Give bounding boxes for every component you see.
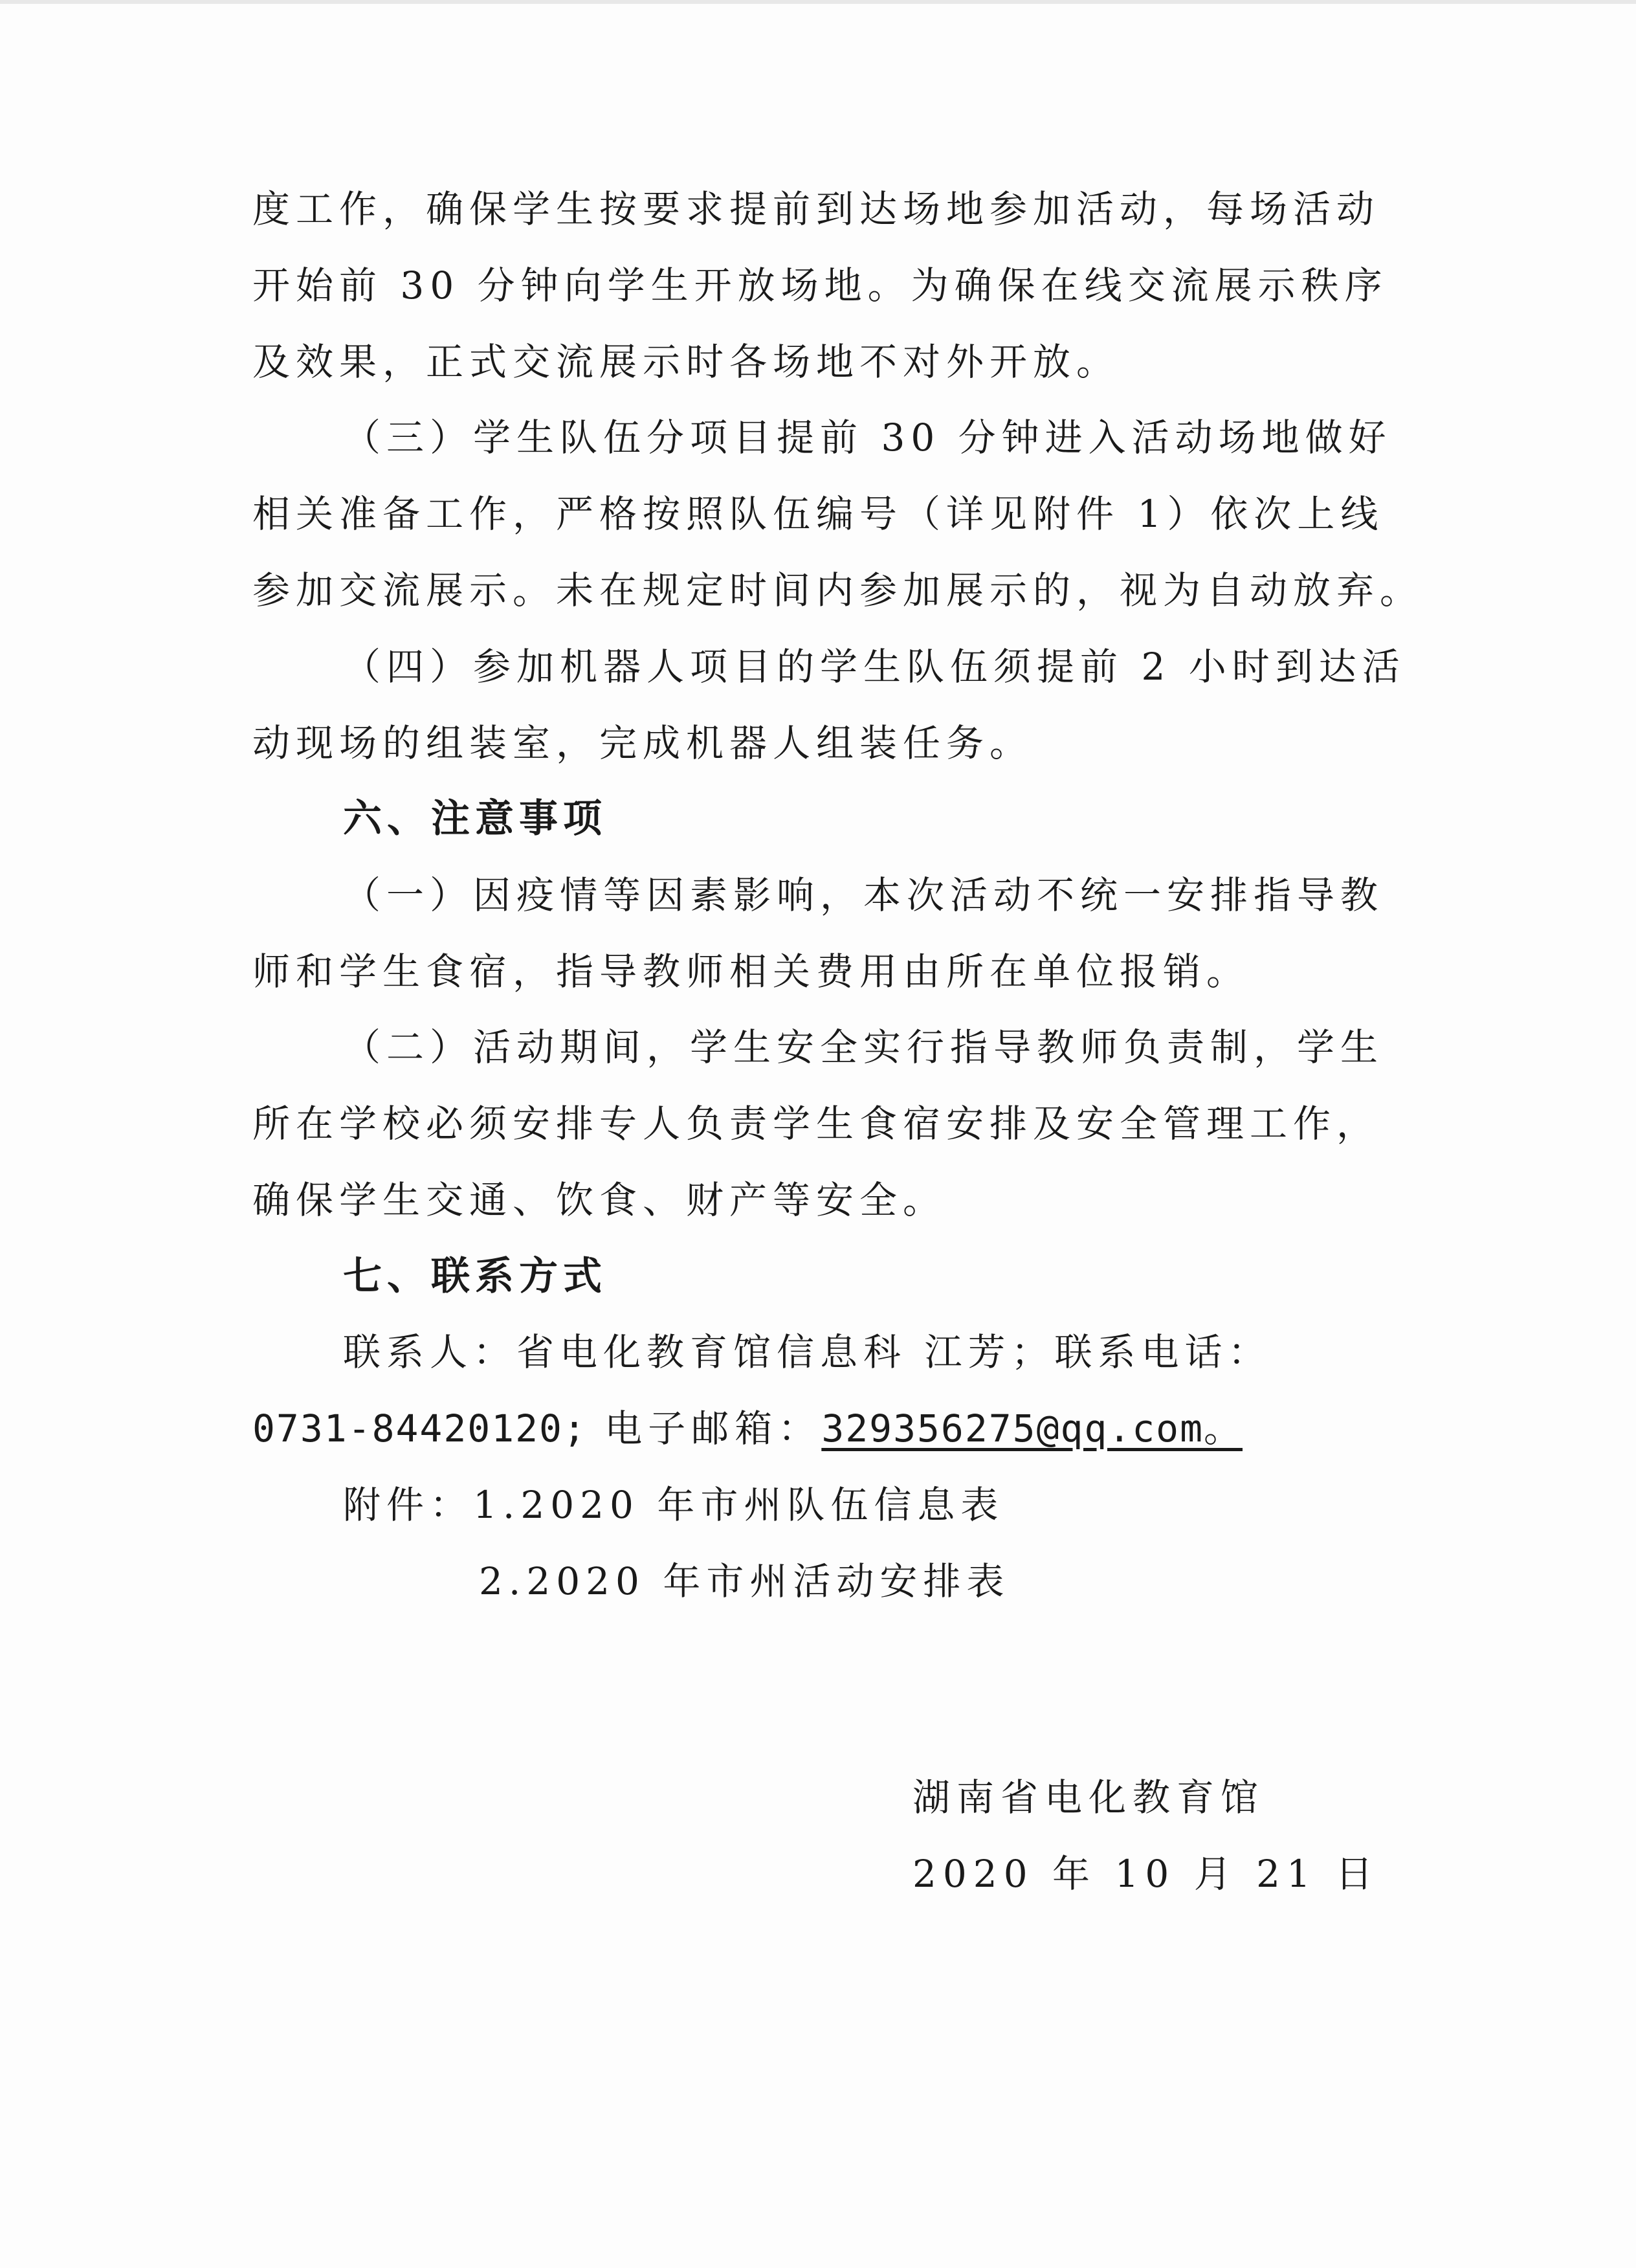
section-6-heading: 六、注意事项 [343,796,607,841]
item-1-text-line: 师和学生食宿，指导教师相关费用由所在单位报销。 [252,950,1250,994]
signature-organization: 湖南省电化教育馆 [912,1775,1265,1819]
item-2-text-line: 确保学生交通、饮食、财产等安全。 [252,1178,947,1222]
scan-edge [0,0,1636,4]
contact-details-line [252,1403,1378,1454]
item-3-text-line: （三）学生队伍分项目提前 30 分钟进入活动场地做好 [343,416,1392,460]
item-3-text-line: 相关准备工作，严格按照队伍编号（详见附件 1）依次上线 [252,492,1384,536]
email-label: 电子邮箱： [586,1406,822,1451]
item-2-text-line: 所在学校必须安排专人负责学生食宿安排及安全管理工作， [252,1102,1380,1146]
phone-number: 0731-84420120; [252,1406,587,1451]
attachment-1: 附件：1.2020 年市州队伍信息表 [343,1483,1004,1527]
attachment-2: 2.2020 年市州活动安排表 [479,1559,1010,1603]
item-4-text-line: （四）参加机器人项目的学生队伍须提前 2 小时到达活 [343,645,1406,689]
section-7-heading: 七、联系方式 [343,1254,607,1299]
item-3-text-line: 参加交流展示。未在规定时间内参加展示的，视为自动放弃。 [252,568,1424,612]
body-text-line: 度工作，确保学生按要求提前到达场地参加活动，每场活动 [252,187,1380,231]
item-2-text-line: （二）活动期间，学生安全实行指导教师负责制，学生 [343,1025,1384,1069]
item-4-text-line: 动现场的组装室，完成机器人组装任务。 [252,721,1034,765]
signature-date: 2020 年 10 月 21 日 [912,1852,1380,1896]
contact-line: 联系人：省电化教育馆信息科 江芳；联系电话： [343,1330,1272,1374]
item-1-text-line: （一）因疫情等因素影响，本次活动不统一安排指导教 [343,873,1384,917]
email-address[interactable]: 329356275@qq.com。 [821,1406,1243,1451]
body-text-line: 开始前 30 分钟向学生开放场地。为确保在线交流展示秩序 [252,263,1388,307]
body-text-line: 及效果，正式交流展示时各场地不对外开放。 [252,340,1120,384]
